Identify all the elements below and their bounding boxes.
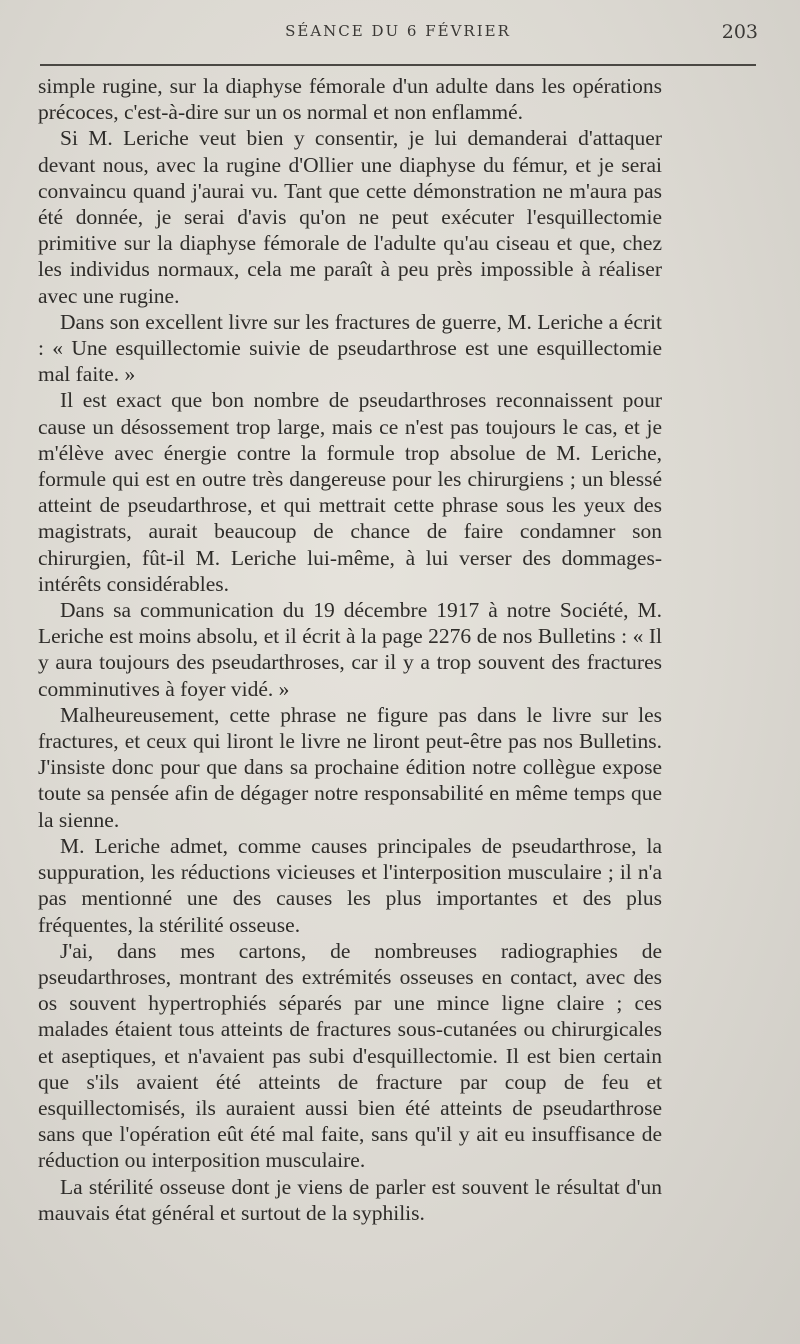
- header-rule: [40, 64, 756, 66]
- paragraph: J'ai, dans mes cartons, de nombreuses radiographies de pseudarthroses, montrant des extrémités osseuses en contact, avec des os souvent hypertrophiés séparés par une mince ligne claire ; ces malades étaient tous atteints de fractures sous-cutanées ou chirurgicales et aseptiques, et n'avaient pas subi d'esquillectomie. Il est bien certain que s'ils avaient été atteints de fracture par coup de feu et esquillectomisés, ils auraient aussi bien été atteints de pseudarthrose sans que l'opération eût été mal faite, sans qu'il y ait eu insuffisance de réduction ou interposition musculaire.: [38, 938, 662, 1173]
- body-text: [38, 73, 662, 1226]
- paragraph: M. Leriche admet, comme causes principales de pseudarthrose, la suppuration, les réductions vicieuses et l'interposition musculaire ; il n'a pas mentionné une des causes les plus importantes et des plus fréquentes, la stérilité osseuse.: [38, 833, 662, 937]
- page-header: [38, 22, 758, 46]
- paragraph: Il est exact que bon nombre de pseudarthroses reconnaissent pour cause un désossement trop large, mais ce n'est pas toujours le cas, et je m'élève avec énergie contre la formule trop absolue de M. Leriche, formule qui est en outre très dangereuse pour les chirurgiens ; un blessé atteint de pseudarthrose, et qui mettrait cette phrase sous les yeux des magistrats, aurait beaucoup de chance de faire condamner son chirurgien, fût-il M. Leriche lui-même, à lui verser des dommages-intérêts considérables.: [38, 388, 662, 596]
- running-title: SÉANCE DU 6 FÉVRIER: [285, 22, 511, 40]
- paragraph: Dans sa communication du 19 décembre 1917 à notre Société, M. Leriche est moins absolu, et il écrit à la page 2276 de nos Bulletins : « Il y aura toujours des pseudarthroses, car il y a trop souvent des fractures comminutives à foyer vidé. »: [38, 598, 662, 701]
- paragraph: La stérilité osseuse dont je viens de parler est souvent le résultat d'un mauvais état général et surtout de la syphilis.: [38, 1174, 662, 1225]
- paragraph: Dans son excellent livre sur les fractures de guerre, M. Leriche a écrit : « Une esquillectomie suivie de pseudarthrose est une esquillectomie mal faite. »: [38, 309, 662, 387]
- paragraph: Si M. Leriche veut bien y consentir, je lui demanderai d'attaquer devant nous, avec la rugine d'Ollier une diaphyse du fémur, et je serai convaincu quand j'aurai vu. Tant que cette démonstration ne m'aura pas été donnée, je serai d'avis qu'on ne peut exécuter l'esquillectomie primitive sur la diaphyse fémorale de l'adulte qu'au ciseau et que, chez les individus normaux, cela me paraît à peu près impossible à réaliser avec une rugine.: [38, 126, 662, 308]
- paragraph: simple rugine, sur la diaphyse fémorale d'un adulte dans les opérations précoces, c'est-à-dire sur un os normal et non enflammé.: [38, 74, 662, 125]
- page-number: 203: [721, 21, 758, 43]
- paragraph: Malheureusement, cette phrase ne figure pas dans le livre sur les fractures, et ceux qui liront le livre ne liront peut-être pas nos Bulletins. J'insiste donc pour que dans sa prochaine édition notre collègue expose toute sa pensée afin de dégager notre responsabilité en même temps que la sienne.: [38, 702, 662, 832]
